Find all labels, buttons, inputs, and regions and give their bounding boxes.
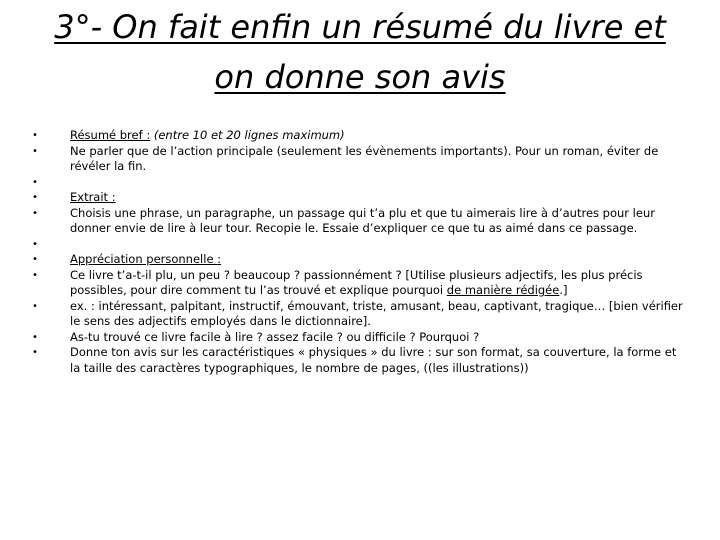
bullet-text: Donne ton avis sur les caractéristiques « physiques » du livre : sur son format, sa couverture, la forme et la taille des caractères typographiques, le nombre de pages, ((les illustrations)) [70, 345, 677, 375]
bullet-item-adjective-examples [30, 299, 685, 330]
bullet-item-resume-heading [30, 128, 685, 144]
bullet-icon: • [32, 238, 38, 250]
bullet-icon: • [32, 145, 38, 157]
bullet-item-physical-features [30, 345, 685, 376]
slide-title-line-2: on donne son avis [214, 58, 506, 96]
slide-title-line-1: 3°- On fait enfin un résumé du livre et [54, 8, 666, 46]
bullet-icon: • [32, 347, 38, 358]
bullet-list [30, 128, 685, 376]
bullet-item-extrait-heading [30, 190, 685, 206]
section-heading-extrait: Extrait : [70, 190, 116, 204]
bullet-item-extrait-instruction [30, 206, 685, 237]
resume-length-note: (entre 10 et 20 lignes maximum) [150, 128, 345, 142]
slide-title [30, 2, 690, 102]
bullet-text: Ne parler que de l’action principale (seulement les évènements importants). Pour un roman, éviter de révéler la fin. [70, 143, 659, 173]
bullet-icon: • [32, 300, 38, 312]
bullet-item-empty [30, 175, 685, 191]
bullet-text: Ce livre t’a-t-il plu, un peu ? beaucoup ? passionnément ? [Utilise plusieurs adjectifs, les plus précis possibles, pour dire comment tu l’as trouvé et explique pourquoi [70, 267, 643, 297]
bullet-item-empty [30, 237, 685, 253]
bullet-item-difficulty-question [30, 330, 685, 346]
section-heading-resume: Résumé bref : [70, 128, 151, 142]
bullet-item-appreciation-question [30, 268, 685, 299]
bullet-item-resume-instruction [30, 144, 685, 175]
emphasis-underlined: de manière rédigée [446, 283, 560, 297]
bullet-text: As-tu trouvé ce livre facile à lire ? assez facile ? ou difficile ? Pourquoi ? [70, 329, 480, 344]
bullet-icon: • [32, 331, 38, 343]
bullet-text: Choisis une phrase, un paragraphe, un passage qui t’a plu et que tu aimerais lire à d’autres pour leur donner envie de lire à leur tour. Recopie le. Essaie d’expliquer ce que tu as aimé dans ce passage. [70, 205, 655, 235]
bullet-icon: • [32, 269, 38, 281]
bullet-item-appreciation-heading [30, 252, 685, 268]
bullet-icon: • [32, 130, 38, 141]
bullet-icon: • [32, 254, 38, 265]
bullet-text: ex. : intéressant, palpitant, instructif, émouvant, triste, amusant, beau, captivant, tragique… [bien vérifier le sens des adjectifs employés dans le dictionnaire]. [70, 298, 683, 328]
bullet-text-end: .] [559, 283, 568, 297]
bullet-icon: • [32, 176, 38, 188]
bullet-icon: • [32, 207, 38, 219]
section-heading-appreciation: Appréciation personnelle : [70, 252, 222, 266]
bullet-icon: • [32, 192, 38, 203]
